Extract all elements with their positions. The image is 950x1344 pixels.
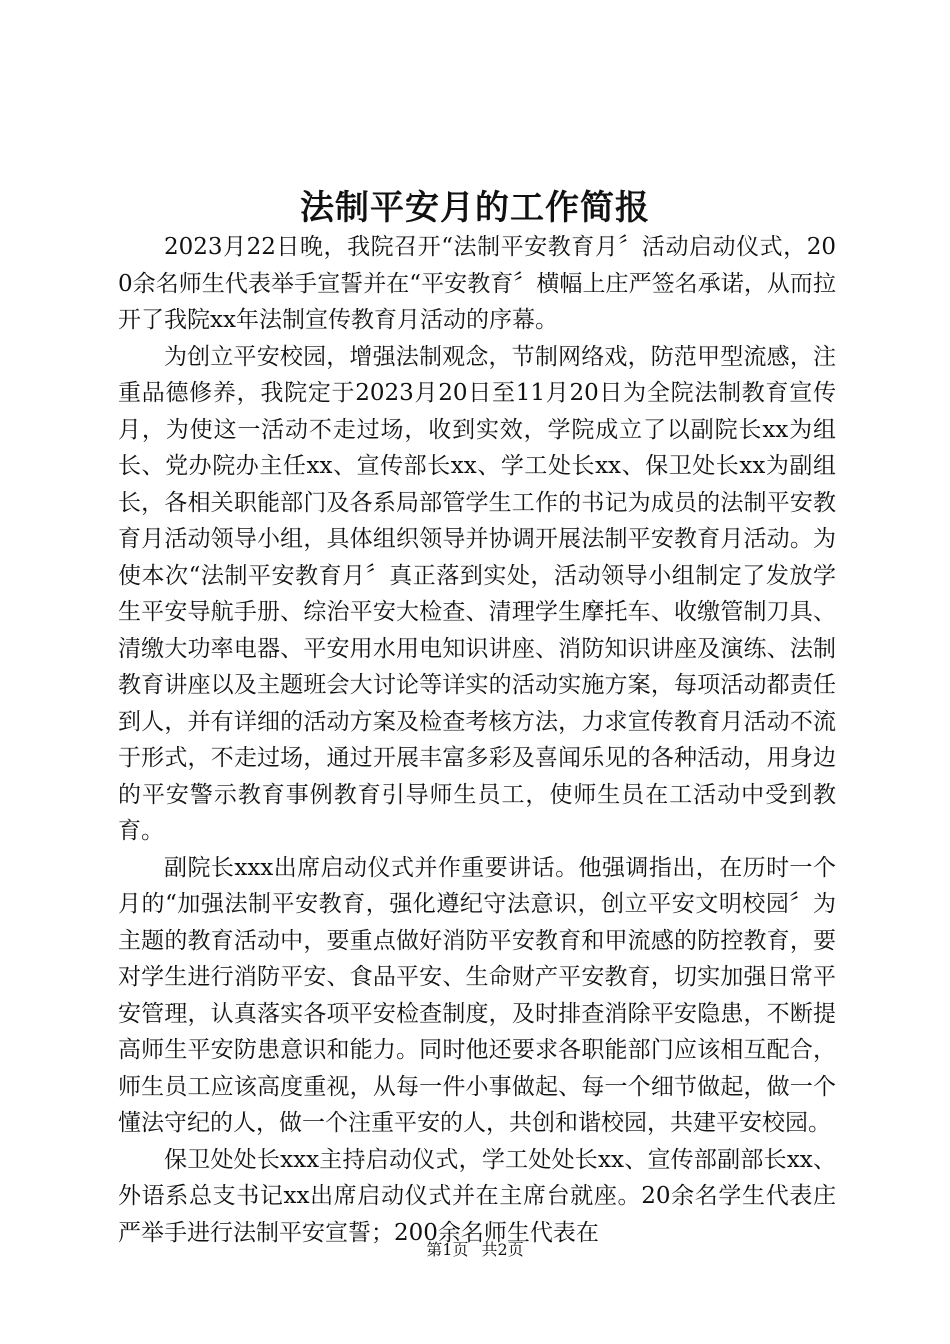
document-body <box>118 229 836 1251</box>
paragraph: 2023月22日晚，我院召开“法制平安教育月〞活动启动仪式，200余名师生代表举手宣誓并在“平安教育〞横幅上庄严签名承诺，从而拉开了我院xx年法制宣传教育月活动的序幕。 <box>118 234 836 333</box>
page-footer <box>0 1240 950 1260</box>
paragraph: 为创立平安校园，增强法制观念，节制网络戏，防范甲型流感，注重品德修养，我院定于2023月20日至11月20日为全院法制教育宣传月，为使这一活动不走过场，收到实效，学院成立了以副院长xx为组长、党办院办主任xx、宣传部长xx、学工处长xx、保卫处长xx为副组长，各相关职能部门及各系局部管学生工作的书记为成员的法制平安教育月活动领导小组，具体组织领导并协调开展法制平安教育月活动。为使本次“法制平安教育月〞真正落到实处，活动领导小组制定了发放学生平安导航手册、综治平安大检查、清理学生摩托车、收缴管制刀具、清缴大功率电器、平安用水用电知识讲座、消防知识讲座及演练、法制教育讲座以及主题班会大讨论等详实的活动实施方案，每项活动都责任到人，并有详细的活动方案及检查考核方法，力求宣传教育月活动不流于形式，不走过场，通过开展丰富多彩及喜闻乐见的各种活动，用身边的平安警示教育事例教育引导师生员工，使师生员在工活动中受到教育。 <box>118 343 836 844</box>
paragraph: 保卫处处长xxx主持启动仪式，学工处处长xx、宣传部副部长xx、外语系总支书记xx出席启动仪式并在主席台就座。20余名学生代表庄严举手进行法制平安宣誓；200余名师生代表在 <box>118 1146 836 1246</box>
document-title: 法制平安月的工作简报 <box>300 188 650 228</box>
page-number: 第1页 <box>426 1240 469 1259</box>
paragraph: 副院长xxx出席启动仪式并作重要讲话。他强调指出，在历时一个月的“加强法制平安教育，强化遵纪守法意识，创立平安文明校园〞为主题的教育活动中，要重点做好消防平安教育和甲流感的防控教育，要对学生进行消防平安、食品平安、生命财产平安教育，切实加强日常平安管理，认真落实各项平安检查制度，及时排查消除平安隐患，不断提高师生平安防患意识和能力。同时他还要求各职能部门应该相互配合，师生员工应该高度重视，从每一件小事做起、每一个细节做起，做一个懂法守纪的人，做一个注重平安的人，共创和谐校园，共建平安校园。 <box>118 854 836 1136</box>
page-total: 共2页 <box>481 1240 524 1259</box>
